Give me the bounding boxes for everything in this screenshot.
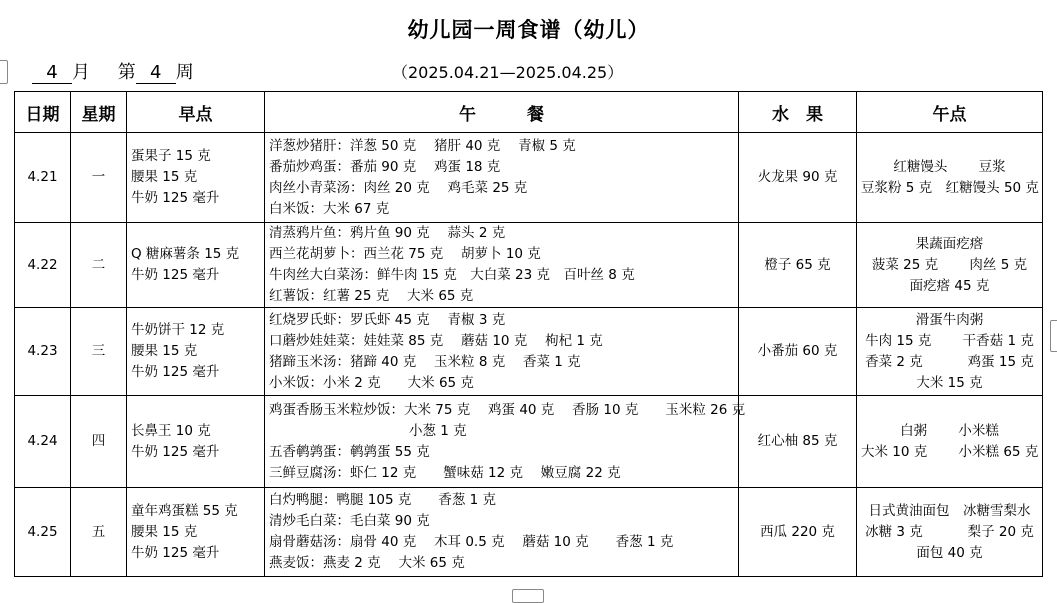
snack-line: 滑蛋牛肉粥 <box>915 311 984 328</box>
snack-line: 大米 15 克 <box>916 374 983 391</box>
lunch-dish: 扇骨蘑菇汤：扇骨 40 克 木耳 0.5 克 蘑菇 10 克 香葱 1 克 <box>269 534 674 550</box>
row-lunch <box>265 396 746 488</box>
lunch-dish: 番茄炒鸡蛋：番茄 90 克 鸡蛋 18 克 <box>269 158 501 175</box>
table-row <box>15 488 1043 577</box>
table-row <box>15 133 1043 223</box>
lunch-dish: 三鲜豆腐汤：虾仁 12 克 蟹味菇 12 克 嫩豆腐 22 克 <box>269 464 621 481</box>
row-breakfast <box>127 133 265 223</box>
lunch-dish: 牛肉丝大白菜汤：鲜牛肉 15 克 大白菜 23 克 百叶丝 8 克 <box>269 267 635 283</box>
week-label: 周 <box>175 62 194 83</box>
row-snack <box>857 308 1043 396</box>
lunch-dish: 清炒毛白菜：毛白菜 90 克 <box>269 513 430 529</box>
bottom-edge-handle[interactable] <box>512 589 544 603</box>
row-snack <box>857 223 1043 308</box>
breakfast-item: 长鼻王 10 克 <box>131 422 211 439</box>
row-breakfast <box>127 308 265 396</box>
snack-line: 牛肉 15 克 干香菇 1 克 <box>865 332 1034 349</box>
row-weekday: 五 <box>71 488 127 577</box>
month-week-line <box>32 58 194 84</box>
row-breakfast <box>127 488 265 577</box>
row-weekday: 一 <box>71 133 127 223</box>
row-lunch <box>265 488 739 577</box>
week-value: 4 <box>136 63 176 84</box>
snack-line: 面包 40 克 <box>916 544 983 561</box>
lunch-dish: 清蒸鸦片鱼：鸦片鱼 90 克 蒜头 2 克 <box>269 225 506 241</box>
lunch-dish: 红烧罗氏虾：罗氏虾 45 克 青椒 3 克 <box>269 311 506 328</box>
row-snack <box>857 488 1043 577</box>
breakfast-item: 腰果 15 克 <box>131 523 198 540</box>
header-breakfast: 早点 <box>127 92 265 133</box>
lunch-dish: 肉丝小青菜汤：肉丝 20 克 鸡毛菜 25 克 <box>269 179 528 196</box>
breakfast-item: 牛奶 125 毫升 <box>131 267 220 283</box>
snack-line: 红糖馒头 豆浆 <box>893 158 1006 175</box>
row-date: 4.25 <box>15 488 71 577</box>
page-title: 幼儿园一周食谱（幼儿） <box>407 18 650 42</box>
snack-line: 冰糖 3 克 梨子 20 克 <box>865 523 1034 540</box>
row-date: 4.21 <box>15 133 71 223</box>
lunch-dish: 西兰花胡萝卜：西兰花 75 克 胡萝卜 10 克 <box>269 246 541 262</box>
lunch-dish: 白灼鸭腿：鸭腿 105 克 香葱 1 克 <box>269 492 497 508</box>
lunch-dish: 猪蹄玉米汤：猪蹄 40 克 玉米粒 8 克 香菜 1 克 <box>269 353 581 370</box>
snack-line: 果蔬面疙瘩 <box>915 235 984 252</box>
left-edge-handle[interactable] <box>0 60 8 84</box>
row-lunch <box>265 223 739 308</box>
row-snack <box>857 133 1043 223</box>
lunch-dish: 洋葱炒猪肝：洋葱 50 克 猪肝 40 克 青椒 5 克 <box>269 137 576 154</box>
snack-line: 白粥 小米糕 <box>900 422 999 439</box>
header-weekday: 星期 <box>71 92 127 133</box>
snack-line: 面疙瘩 45 克 <box>909 277 990 294</box>
breakfast-item: 蛋果子 15 克 <box>131 148 211 164</box>
right-edge-handle[interactable] <box>1050 320 1057 352</box>
breakfast-item: Q 糖麻薯条 15 克 <box>131 246 240 262</box>
breakfast-item: 牛奶 125 毫升 <box>131 443 220 460</box>
row-fruit: 红心柚 85 克 <box>739 396 857 488</box>
table-header-row <box>15 92 1043 133</box>
header-date: 日期 <box>15 92 71 133</box>
month-value: 4 <box>32 63 72 84</box>
lunch-dish: 燕麦饭：燕麦 2 克 大米 65 克 <box>269 555 465 571</box>
table-row <box>15 223 1043 308</box>
row-lunch <box>265 133 739 223</box>
snack-line: 豆浆粉 5 克 红糖馒头 50 克 <box>861 179 1039 196</box>
row-date: 4.22 <box>15 223 71 308</box>
row-breakfast <box>127 396 265 488</box>
breakfast-item: 腰果 15 克 <box>131 169 198 185</box>
week-prefix: 第 <box>117 62 136 83</box>
snack-line: 大米 10 克 小米糕 65 克 <box>861 443 1039 460</box>
date-range: （2025.04.21—2025.04.25） <box>392 63 624 82</box>
row-lunch <box>265 308 739 396</box>
row-date: 4.23 <box>15 308 71 396</box>
row-snack <box>857 396 1043 488</box>
header-fruit: 水 果 <box>739 92 857 133</box>
row-fruit: 橙子 65 克 <box>739 223 857 308</box>
breakfast-item: 牛奶饼干 12 克 <box>131 322 225 338</box>
row-weekday: 二 <box>71 223 127 308</box>
table-row <box>15 308 1043 396</box>
weekly-menu-table <box>14 91 1043 577</box>
row-weekday: 三 <box>71 308 127 396</box>
lunch-dish: 五香鹌鹑蛋：鹌鹑蛋 55 克 <box>269 443 430 460</box>
header-snack: 午点 <box>857 92 1043 133</box>
breakfast-item: 腰果 15 克 <box>131 343 198 359</box>
breakfast-item: 牛奶 125 毫升 <box>131 544 220 561</box>
row-date: 4.24 <box>15 396 71 488</box>
lunch-dish: 红薯饭：红薯 25 克 大米 65 克 <box>269 288 474 304</box>
row-fruit: 火龙果 90 克 <box>739 133 857 223</box>
row-weekday: 四 <box>71 396 127 488</box>
snack-line: 香菜 2 克 鸡蛋 15 克 <box>865 353 1034 370</box>
lunch-dish: 小米饭：小米 2 克 大米 65 克 <box>269 374 474 391</box>
breakfast-item: 牛奶 125 毫升 <box>131 190 220 206</box>
row-fruit: 小番茄 60 克 <box>739 308 857 396</box>
breakfast-item: 牛奶 125 毫升 <box>131 364 220 380</box>
header-lunch: 午 餐 <box>265 92 739 133</box>
row-fruit: 西瓜 220 克 <box>739 488 857 577</box>
lunch-dish: 口蘑炒娃娃菜：娃娃菜 85 克 蘑菇 10 克 枸杞 1 克 <box>269 332 603 349</box>
breakfast-item: 童年鸡蛋糕 55 克 <box>131 502 238 519</box>
lunch-dish: 白米饭：大米 67 克 <box>269 200 390 217</box>
lunch-dish-continued: 小葱 1 克 <box>409 422 467 439</box>
snack-line: 菠菜 25 克 肉丝 5 克 <box>871 256 1028 273</box>
row-breakfast <box>127 223 265 308</box>
snack-line: 日式黄油面包 冰糖雪梨水 <box>868 502 1031 519</box>
month-label: 月 <box>72 62 90 83</box>
table-row <box>15 396 1043 488</box>
lunch-dish: 鸡蛋香肠玉米粒炒饭：大米 75 克 鸡蛋 40 克 香肠 10 克 玉米粒 26 克 <box>269 401 746 418</box>
